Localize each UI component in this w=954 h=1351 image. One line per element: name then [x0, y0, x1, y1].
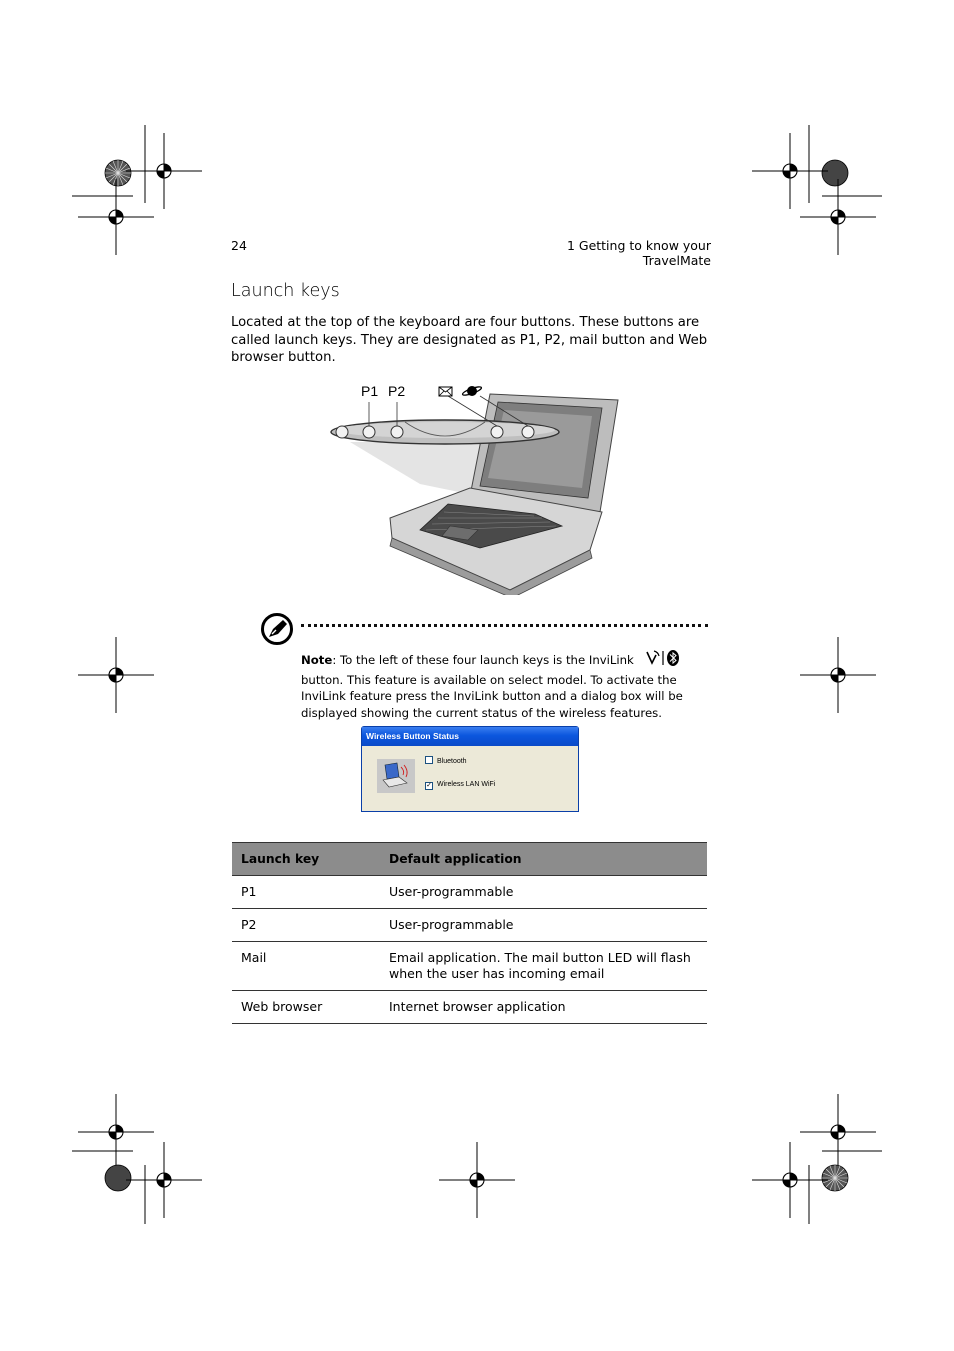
note-text-part-2: button. This feature is available on select model. To activate the InviLink feature press the InviLink button and a dialog box will be displayed showing the current status of the wireless features. — [301, 672, 683, 721]
p2-label: P2 — [388, 383, 406, 399]
table-row — [232, 942, 707, 991]
laptop-launch-keys-illustration — [320, 380, 620, 595]
page-number: 24 — [231, 238, 247, 253]
bluetooth-checkbox[interactable] — [425, 756, 467, 765]
p1-label: P1 — [361, 383, 379, 399]
dialog-title: Wireless Button Status — [362, 727, 578, 746]
bluetooth-checkbox-label: Bluetooth — [437, 758, 467, 765]
note-pen-icon — [260, 612, 294, 646]
mail-icon — [439, 387, 452, 396]
note-label: Note — [301, 653, 333, 667]
table-cell-application: Email application. The mail button LED will flash when the user has incoming email — [380, 942, 707, 991]
table-cell-key: P2 — [232, 909, 380, 942]
table-cell-application: Internet browser application — [380, 991, 707, 1024]
running-header-chapter: 1 Getting to know your TravelMate — [566, 238, 711, 268]
table-header-row — [232, 843, 707, 876]
bluetooth-icon — [667, 650, 679, 666]
note-text — [301, 649, 703, 722]
wireless-lan-checkbox[interactable]: ✓ Wireless LAN WiFi — [426, 781, 496, 789]
table-row — [232, 876, 707, 909]
table-row — [232, 909, 707, 942]
invilink-icons — [644, 649, 682, 672]
wireless-icon — [647, 651, 659, 663]
wireless-laptop-icon — [377, 759, 415, 793]
table-row — [232, 991, 707, 1024]
intro-paragraph: Located at the top of the keyboard are four buttons. These buttons are called launch keys. They are designated as P1, P2, mail button and Web browser button. — [231, 315, 708, 366]
table-header-launch-key: Launch key — [232, 843, 380, 876]
wireless-lan-checkbox-label: Wireless LAN WiFi — [437, 781, 496, 788]
table-cell-key: P1 — [232, 876, 380, 909]
browser-icon — [462, 385, 483, 397]
table-header-default-application: Default application — [380, 843, 707, 876]
star-target-mark — [105, 160, 131, 186]
note-text-part-1: : To the left of these four launch keys is the InviLink — [332, 653, 634, 667]
launch-keys-table — [232, 842, 707, 1024]
note-divider — [301, 624, 708, 627]
table-cell-application: User-programmable — [380, 876, 707, 909]
wireless-button-status-dialog — [361, 726, 579, 812]
section-title: Launch keys — [231, 281, 340, 301]
table-cell-key: Web browser — [232, 991, 380, 1024]
table-cell-key: Mail — [232, 942, 380, 991]
table-cell-application: User-programmable — [380, 909, 707, 942]
